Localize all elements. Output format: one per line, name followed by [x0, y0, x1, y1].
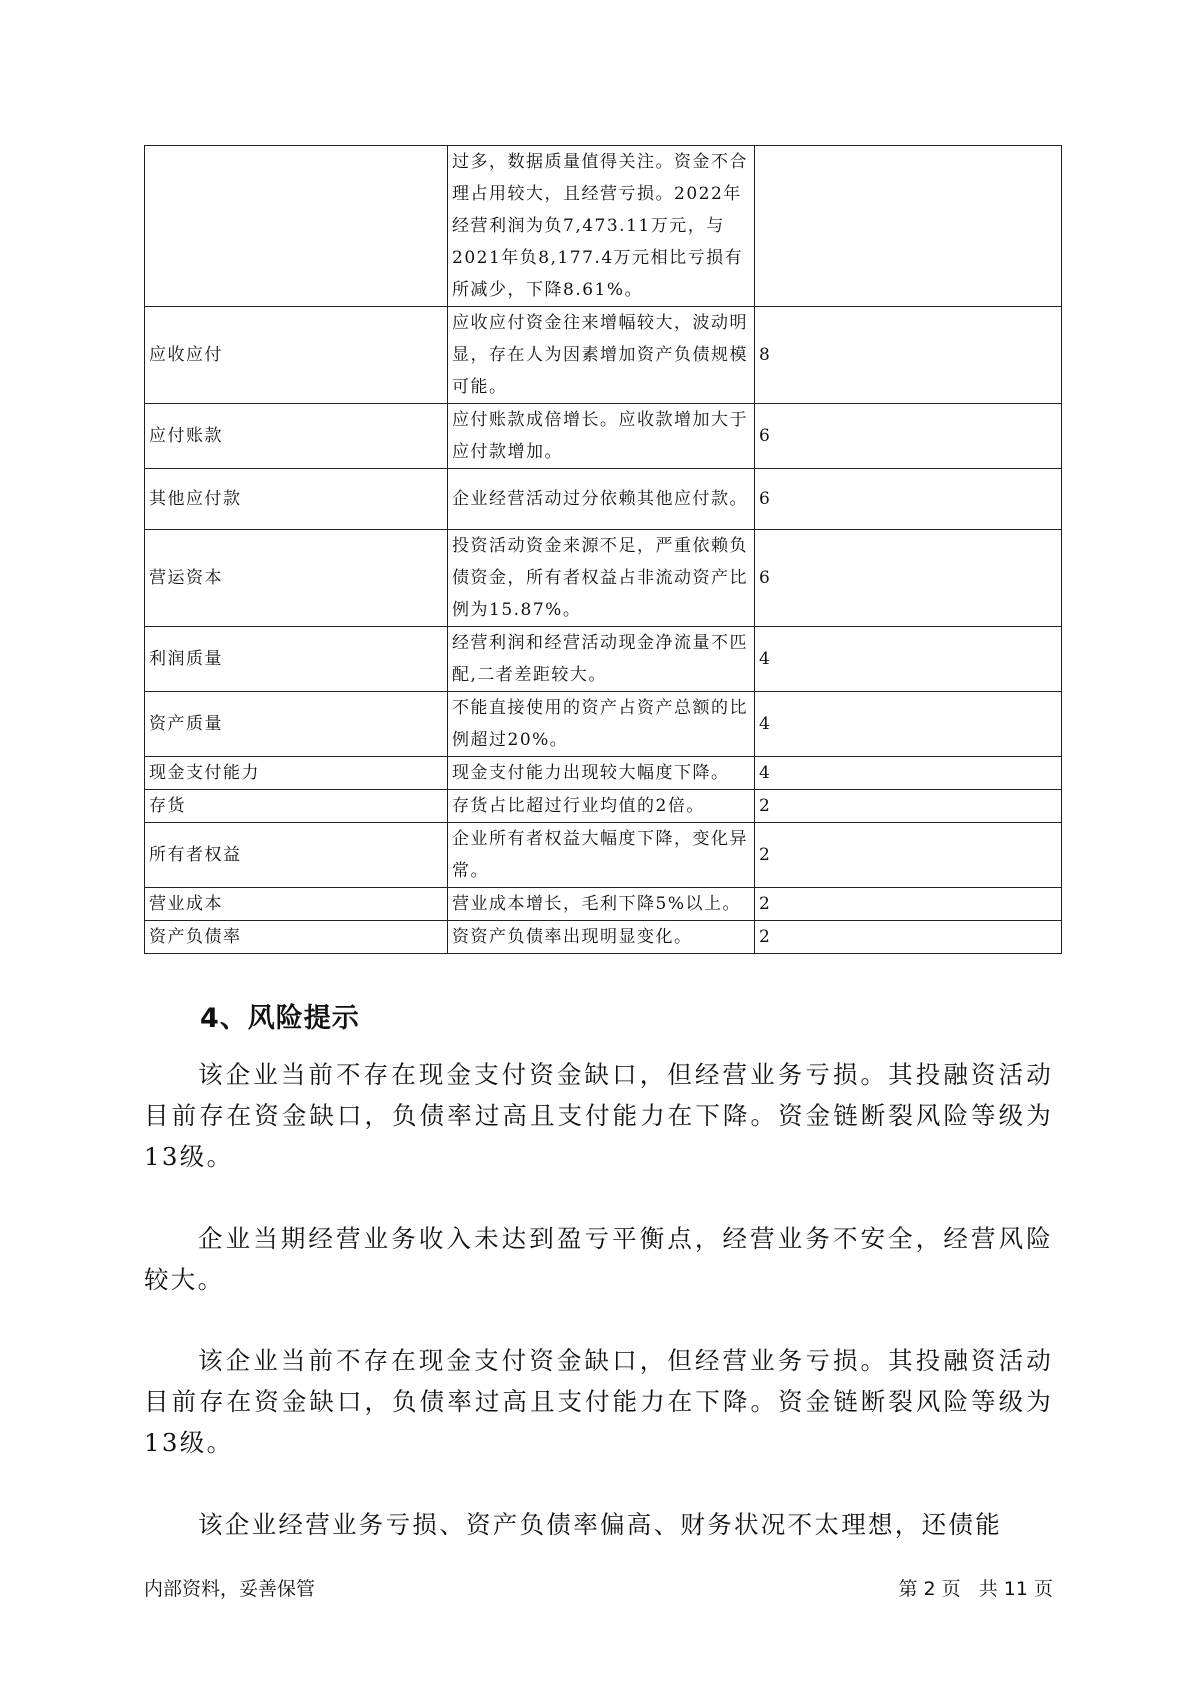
risk-description-cell: 企业经营活动过分依赖其他应付款。 — [448, 469, 755, 530]
table-row — [145, 627, 1062, 692]
risk-score-cell: 6 — [755, 530, 1062, 627]
risk-description-cell: 经营利润和经营活动现金净流量不匹配,二者差距较大。 — [448, 627, 755, 692]
table-row — [145, 823, 1062, 888]
table-row — [145, 404, 1062, 469]
risk-description-cell: 企业所有者权益大幅度下降，变化异常。 — [448, 823, 755, 888]
risk-description-cell: 应付账款成倍增长。应收款增加大于应付款增加。 — [448, 404, 755, 469]
risk-score-cell: 8 — [755, 307, 1062, 404]
risk-item-cell: 应收应付 — [145, 307, 448, 404]
risk-item-cell: 存货 — [145, 790, 448, 823]
risk-item-cell: 利润质量 — [145, 627, 448, 692]
risk-score-cell: 4 — [755, 757, 1062, 790]
risk-item-cell: 营业成本 — [145, 888, 448, 921]
table-row — [145, 530, 1062, 627]
risk-description-cell: 存货占比超过行业均值的2倍。 — [448, 790, 755, 823]
table-row — [145, 757, 1062, 790]
table-row — [145, 692, 1062, 757]
risk-item-cell: 所有者权益 — [145, 823, 448, 888]
risk-score-cell: 2 — [755, 888, 1062, 921]
paragraph: 企业当期经营业务收入未达到盈亏平衡点，经营业务不安全，经营风险较大。 — [144, 1224, 1053, 1294]
risk-description-cell: 过多，数据质量值得关注。资金不合理占用较大，且经营亏损。2022年经营利润为负7,473.11万元，与2021年负8,177.4万元相比亏损有所减少，下降8.61%。 — [448, 146, 755, 307]
section-heading: 4、风险提示 — [200, 1003, 360, 1034]
risk-score-cell: 2 — [755, 790, 1062, 823]
footer-confidential-note: 内部资料，妥善保管 — [144, 1578, 316, 1600]
table-row — [145, 307, 1062, 404]
risk-item-cell — [145, 146, 448, 307]
risk-description-cell: 现金支付能力出现较大幅度下降。 — [448, 757, 755, 790]
risk-description-cell: 营业成本增长，毛利下降5%以上。 — [448, 888, 755, 921]
risk-indicator-table — [144, 145, 1062, 954]
risk-score-cell: 6 — [755, 469, 1062, 530]
risk-item-cell: 现金支付能力 — [145, 757, 448, 790]
risk-item-cell: 资产质量 — [145, 692, 448, 757]
risk-score-cell — [755, 146, 1062, 307]
table-row — [145, 790, 1062, 823]
risk-score-cell: 4 — [755, 692, 1062, 757]
table-row — [145, 921, 1062, 954]
table-row — [145, 469, 1062, 530]
risk-item-cell: 营运资本 — [145, 530, 448, 627]
paragraph: 该企业当前不存在现金支付资金缺口，但经营业务亏损。其投融资活动目前存在资金缺口，负债率过高且支付能力在下降。资金链断裂风险等级为13级。 — [144, 1346, 1053, 1457]
risk-score-cell: 2 — [755, 921, 1062, 954]
risk-item-cell: 应付账款 — [145, 404, 448, 469]
risk-description-cell: 资资产负债率出现明显变化。 — [448, 921, 755, 954]
risk-description-cell: 不能直接使用的资产占资产总额的比例超过20%。 — [448, 692, 755, 757]
risk-item-cell: 其他应付款 — [145, 469, 448, 530]
risk-item-cell: 资产负债率 — [145, 921, 448, 954]
risk-score-cell: 4 — [755, 627, 1062, 692]
footer-page-number: 第 2 页 共 11 页 — [898, 1578, 1053, 1600]
paragraph: 该企业当前不存在现金支付资金缺口，但经营业务亏损。其投融资活动目前存在资金缺口，负债率过高且支付能力在下降。资金链断裂风险等级为13级。 — [144, 1060, 1053, 1171]
table-row — [145, 146, 1062, 307]
risk-description-cell: 应收应付资金往来增幅较大，波动明显，存在人为因素增加资产负债规模可能。 — [448, 307, 755, 404]
risk-score-cell: 2 — [755, 823, 1062, 888]
table-row — [145, 888, 1062, 921]
paragraph: 该企业经营业务亏损、资产负债率偏高、财务状况不太理想，还债能 — [198, 1510, 1002, 1539]
risk-score-cell: 6 — [755, 404, 1062, 469]
risk-description-cell: 投资活动资金来源不足，严重依赖负债资金，所有者权益占非流动资产比例为15.87%。 — [448, 530, 755, 627]
